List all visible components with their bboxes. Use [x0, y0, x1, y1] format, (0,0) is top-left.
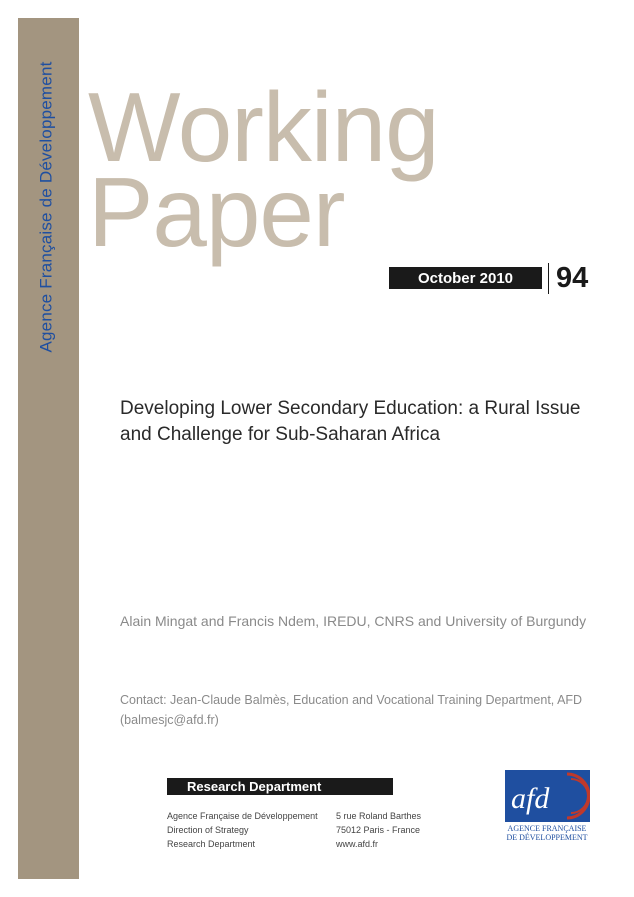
afd-logo-icon — [505, 770, 590, 844]
authors: Alain Mingat and Francis Ndem, IREDU, CNRS and University of Burgundy — [120, 613, 587, 629]
address-right — [336, 809, 421, 851]
issue-number: 94 — [556, 262, 589, 294]
masthead-paper: Paper — [88, 157, 345, 267]
issue-date: October 2010 — [389, 267, 542, 289]
address-line: 5 rue Roland Barthes — [336, 811, 422, 821]
address-line: Research Department — [167, 839, 256, 849]
sidebar-vertical-text — [33, 46, 61, 368]
masthead-working: Working — [88, 72, 439, 182]
address-line: Agence Française de Développement — [167, 811, 318, 821]
address-left — [167, 809, 318, 851]
sidebar-text: Agence Française de Développement — [37, 61, 56, 353]
contact: Contact: Jean-Claude Balmès, Education and Vocational Training Department, AFD (balmesjc@afd.fr) — [120, 693, 583, 727]
address-line: Direction of Strategy — [167, 825, 249, 835]
logo-mark: afd — [511, 782, 550, 815]
paper-title: Developing Lower Secondary Education: a Rural Issue and Challenge for Sub-Saharan Africa — [120, 398, 581, 445]
address-website: www.afd.fr — [336, 839, 379, 849]
logo-line2: DE DÉVELOPPEMENT — [506, 833, 588, 842]
issue-divider — [548, 263, 549, 294]
logo-line1: AGENCE FRANÇAISE — [507, 824, 587, 833]
address-line: 75012 Paris - France — [336, 825, 421, 835]
research-department-bar: Research Department — [167, 778, 393, 795]
